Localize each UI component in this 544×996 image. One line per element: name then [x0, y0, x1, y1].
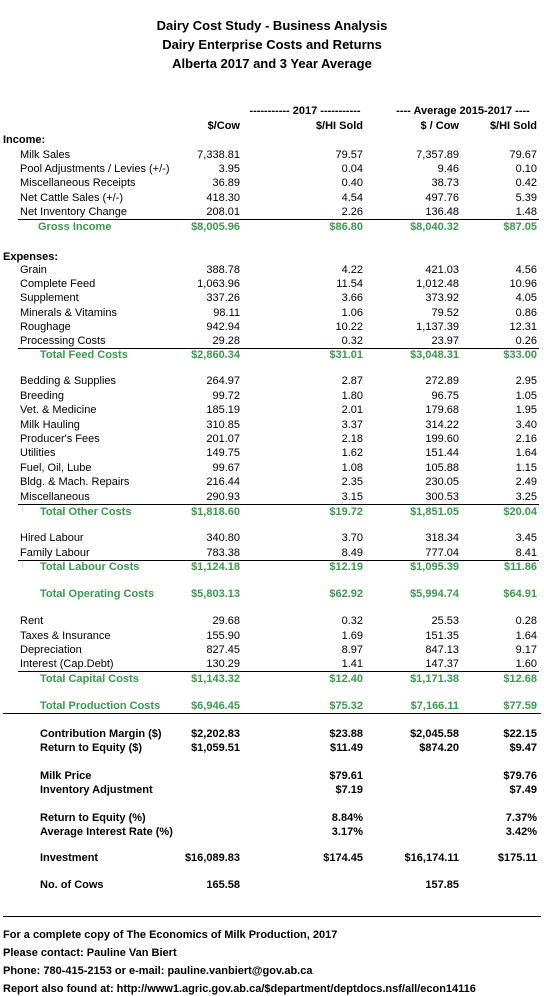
table-row — [0, 176, 544, 190]
row-label: Gross Income — [38, 221, 112, 233]
total-row — [0, 348, 544, 362]
header-col-hl-2017: $/HI Sold — [315, 120, 363, 132]
cell-hl-2017: $19.72 — [329, 506, 363, 518]
cell-cow-2017: $5,803.13 — [191, 588, 240, 600]
table-row — [0, 320, 544, 334]
cell-cow-2017: 310.85 — [206, 419, 240, 431]
footer-report-url: Report also found at: http://www1.agric.gov.ab.ca/$department/deptdocs.nsf/all/econ14116 — [3, 983, 476, 995]
cell-hl-avg: $22.15 — [503, 728, 537, 740]
cell-cow-avg: 1,137.39 — [416, 321, 459, 333]
cell-cow-2017: 340.80 — [206, 532, 240, 544]
cell-hl-2017: $86.80 — [329, 221, 363, 233]
cell-cow-avg: $874.20 — [419, 742, 459, 754]
cell-cow-2017: 36.89 — [212, 177, 240, 189]
table-row — [0, 546, 544, 560]
cell-hl-avg: 2.16 — [515, 433, 537, 445]
cell-cow-avg: $5,994.74 — [410, 588, 459, 600]
table-row — [0, 851, 544, 865]
section-header-row — [0, 133, 544, 147]
table-row — [0, 263, 544, 277]
cell-hl-avg: $87.05 — [503, 221, 537, 233]
cell-hl-2017: $23.88 — [329, 728, 363, 740]
cell-hl-avg: 3.25 — [515, 491, 537, 503]
cell-hl-avg: 1.64 — [515, 447, 537, 459]
cell-cow-avg: 157.85 — [425, 879, 459, 891]
row-label: Return to Equity ($) — [40, 742, 143, 754]
cell-cow-2017: 98.11 — [213, 307, 240, 319]
cell-cow-avg: $8,040.32 — [410, 221, 459, 233]
footer-report-note: For a complete copy of The Economics of Milk Production, 2017 — [3, 929, 338, 941]
cell-cow-2017: 942.94 — [206, 321, 240, 333]
cell-cow-avg: 373.92 — [425, 292, 459, 304]
cell-hl-avg: $79.76 — [503, 770, 537, 782]
cell-cow-avg: 38.73 — [431, 177, 459, 189]
row-label: Return to Equity (%) — [40, 812, 146, 824]
cell-cow-avg: 136.48 — [425, 206, 459, 218]
row-label: Milk Price — [40, 770, 92, 782]
cell-cow-avg: 25.53 — [431, 615, 459, 627]
table-row — [0, 643, 544, 657]
cell-cow-2017: 216.44 — [206, 476, 240, 488]
cell-hl-avg: 2.95 — [515, 375, 537, 387]
table-row — [0, 374, 544, 388]
cell-hl-avg: 1.95 — [515, 404, 537, 416]
cell-cow-2017: 99.67 — [212, 462, 240, 474]
cell-hl-2017: $75.32 — [329, 700, 363, 712]
cell-hl-2017: 2.01 — [341, 404, 363, 416]
table-row — [0, 334, 544, 348]
cell-cow-2017: $2,860.34 — [191, 349, 240, 361]
row-label: Total Feed Costs — [40, 349, 128, 361]
row-label: Average Interest Rate (%) — [40, 826, 173, 838]
header-group-2017: ----------- 2017 ----------- — [249, 105, 361, 117]
cell-hl-avg: 0.26 — [515, 335, 537, 347]
cell-hl-avg: $77.59 — [503, 700, 537, 712]
row-label: Utilities — [20, 447, 56, 459]
row-label: Vet. & Medicine — [20, 404, 97, 416]
row-label: Breeding — [20, 390, 65, 402]
cell-cow-avg: $7,166.11 — [410, 700, 459, 712]
table-row — [0, 629, 544, 643]
total-row — [0, 505, 544, 519]
cell-hl-2017: 1.62 — [341, 447, 363, 459]
row-label: Interest (Cap.Debt) — [20, 658, 114, 670]
cell-hl-2017: 0.32 — [341, 335, 363, 347]
cell-cow-avg: 199.60 — [425, 433, 459, 445]
cell-hl-2017: 3.66 — [341, 292, 363, 304]
cell-cow-avg: 96.75 — [431, 390, 459, 402]
row-label: Rent — [20, 615, 44, 627]
cell-hl-avg: $9.47 — [509, 742, 537, 754]
header-col-cow-2017: $/Cow — [207, 120, 240, 132]
row-label: Depreciation — [20, 644, 82, 656]
row-label: Grain — [20, 264, 47, 276]
cell-cow-avg: 421.03 — [425, 264, 459, 276]
cell-cow-2017: $1,059.51 — [191, 742, 240, 754]
cell-hl-2017: 1.08 — [341, 462, 363, 474]
table-row — [0, 432, 544, 446]
cell-cow-avg: 300.53 — [425, 491, 459, 503]
row-label: Net Inventory Change — [20, 206, 128, 218]
cell-cow-avg: 1,012.48 — [416, 278, 459, 290]
cell-hl-2017: 1.06 — [341, 307, 363, 319]
cell-cow-2017: $1,143.32 — [191, 673, 240, 685]
table-row — [0, 148, 544, 162]
cell-cow-avg: 23.97 — [431, 335, 459, 347]
row-label: Total Operating Costs — [40, 588, 155, 600]
report-period: Alberta 2017 and 3 Year Average — [172, 56, 372, 71]
cell-cow-avg: 777.04 — [425, 547, 459, 559]
report-subtitle: Dairy Enterprise Costs and Returns — [162, 37, 382, 52]
table-row — [0, 475, 544, 489]
table-row — [0, 811, 544, 825]
cell-cow-avg: 272.89 — [425, 375, 459, 387]
cell-hl-2017: 4.54 — [341, 192, 363, 204]
cell-hl-avg: 10.96 — [509, 278, 537, 290]
cell-hl-2017: 3.17% — [331, 826, 363, 838]
cell-hl-2017: $62.92 — [329, 588, 363, 600]
header-col-cow-avg: $ / Cow — [420, 120, 459, 132]
cell-cow-2017: 783.38 — [206, 547, 240, 559]
cell-hl-2017: 8.97 — [341, 644, 363, 656]
cell-hl-avg: $11.86 — [503, 561, 537, 573]
cell-hl-avg: 12.31 — [509, 321, 537, 333]
row-label: Miscellaneous Receipts — [20, 177, 136, 189]
table-row — [0, 490, 544, 504]
cell-hl-avg: 7.37% — [505, 812, 537, 824]
row-label: Taxes & Insurance — [20, 630, 111, 642]
total-row — [0, 699, 544, 713]
cell-hl-avg: 1.64 — [515, 630, 537, 642]
row-label: Income: — [3, 134, 46, 146]
row-label: Roughage — [20, 321, 71, 333]
cell-hl-avg: 3.42% — [505, 826, 537, 838]
table-row — [0, 531, 544, 545]
cell-cow-2017: 29.68 — [212, 615, 240, 627]
cell-hl-avg: 9.17 — [515, 644, 537, 656]
cell-cow-2017: 388.78 — [206, 264, 240, 276]
cell-hl-2017: 1.69 — [341, 630, 363, 642]
cell-cow-avg: $1,095.39 — [410, 561, 459, 573]
row-label: Milk Sales — [20, 149, 71, 161]
table-row — [0, 191, 544, 205]
cell-hl-avg: $20.04 — [503, 506, 537, 518]
row-label: Total Labour Costs — [40, 561, 140, 573]
total-row — [0, 560, 544, 574]
cell-hl-2017: 1.41 — [341, 658, 363, 670]
cell-hl-avg: $12.68 — [503, 673, 537, 685]
summary-divider — [3, 713, 541, 714]
cell-hl-2017: $11.49 — [329, 742, 363, 754]
cell-cow-2017: 165.58 — [206, 879, 240, 891]
cell-hl-avg: 5.39 — [515, 192, 537, 204]
cell-cow-avg: 79.52 — [431, 307, 459, 319]
report-title: Dairy Cost Study - Business Analysis — [156, 18, 388, 33]
total-row — [0, 672, 544, 686]
cell-cow-2017: 185.19 — [206, 404, 240, 416]
row-label: Pool Adjustments / Levies (+/-) — [20, 163, 170, 175]
cell-hl-avg: 0.42 — [515, 177, 537, 189]
cell-cow-2017: 337.26 — [206, 292, 240, 304]
table-row — [0, 389, 544, 403]
row-label: Miscellaneous — [20, 491, 90, 503]
cell-cow-2017: $8,005.96 — [191, 221, 240, 233]
cell-hl-2017: 8.49 — [341, 547, 363, 559]
row-label: Net Cattle Sales (+/-) — [20, 192, 124, 204]
footer-contact: Please contact: Pauline Van Biert — [3, 947, 177, 959]
cell-hl-2017: 0.04 — [341, 163, 363, 175]
cell-cow-2017: 149.75 — [206, 447, 240, 459]
table-row — [0, 418, 544, 432]
cell-cow-2017: $2,202.83 — [191, 728, 240, 740]
cell-hl-avg: 8.41 — [515, 547, 537, 559]
table-row — [0, 162, 544, 176]
cell-cow-2017: 418.30 — [206, 192, 240, 204]
row-label: Supplement — [20, 292, 79, 304]
cell-hl-2017: 79.57 — [335, 149, 363, 161]
cell-hl-2017: 2.87 — [341, 375, 363, 387]
table-row — [0, 727, 544, 741]
row-label: Processing Costs — [20, 335, 106, 347]
cell-cow-2017: 3.95 — [218, 163, 240, 175]
cell-cow-avg: 179.68 — [425, 404, 459, 416]
table-row — [0, 403, 544, 417]
cell-hl-2017: $174.45 — [323, 852, 363, 864]
cell-cow-2017: 99.72 — [212, 390, 240, 402]
cell-cow-avg: 7,357.89 — [416, 149, 459, 161]
cell-cow-avg: $3,048.31 — [410, 349, 459, 361]
row-label: Minerals & Vitamins — [20, 307, 117, 319]
cell-cow-2017: 290.93 — [206, 491, 240, 503]
cell-hl-avg: 3.45 — [515, 532, 537, 544]
cell-hl-avg: 0.10 — [515, 163, 537, 175]
cell-hl-2017: 0.32 — [341, 615, 363, 627]
table-row — [0, 878, 544, 892]
cell-hl-avg: 1.05 — [515, 390, 537, 402]
cell-hl-2017: 3.15 — [341, 491, 363, 503]
row-label: Fuel, Oil, Lube — [20, 462, 92, 474]
row-label: Complete Feed — [20, 278, 96, 290]
cell-hl-avg: 0.28 — [515, 615, 537, 627]
cell-cow-avg: 230.05 — [425, 476, 459, 488]
cell-hl-2017: $12.19 — [329, 561, 363, 573]
cell-hl-2017: $7.19 — [335, 784, 363, 796]
cell-cow-avg: 105.88 — [425, 462, 459, 474]
cell-cow-2017: 130.29 — [206, 658, 240, 670]
cell-cow-2017: 7,338.81 — [197, 149, 240, 161]
row-label: Milk Hauling — [20, 419, 80, 431]
cell-cow-2017: 827.45 — [206, 644, 240, 656]
total-row — [0, 220, 544, 234]
cell-hl-avg: $33.00 — [503, 349, 537, 361]
cell-cow-avg: 847.13 — [425, 644, 459, 656]
row-label: Producer's Fees — [20, 433, 100, 445]
table-row — [0, 657, 544, 671]
table-row — [0, 614, 544, 628]
cell-hl-2017: 2.26 — [341, 206, 363, 218]
cell-cow-avg: 314.22 — [425, 419, 459, 431]
cell-cow-avg: $16,174.11 — [404, 852, 459, 864]
header-col-hl-avg: $/HI Sold — [489, 120, 537, 132]
cell-hl-2017: 3.37 — [341, 419, 363, 431]
row-label: Bedding & Supplies — [20, 375, 117, 387]
cell-hl-avg: 4.05 — [515, 292, 537, 304]
cell-hl-avg: 79.67 — [509, 149, 537, 161]
row-label: Bldg. & Mach. Repairs — [20, 476, 130, 488]
cell-hl-avg: $175.11 — [497, 852, 537, 864]
cell-hl-2017: 1.80 — [341, 390, 363, 402]
row-label: Total Production Costs — [40, 700, 161, 712]
cell-hl-avg: 1.15 — [515, 462, 537, 474]
cell-hl-2017: $31.01 — [329, 349, 363, 361]
row-label: Contribution Margin ($) — [40, 728, 162, 740]
table-row — [0, 461, 544, 475]
row-label: Total Other Costs — [40, 506, 132, 518]
total-row — [0, 587, 544, 601]
table-row — [0, 741, 544, 755]
cell-hl-2017: 2.18 — [341, 433, 363, 445]
table-row — [0, 783, 544, 797]
cell-cow-2017: $1,124.18 — [191, 561, 240, 573]
row-label: Inventory Adjustment — [40, 784, 153, 796]
cell-hl-avg: $7.49 — [509, 784, 537, 796]
row-label: Total Capital Costs — [40, 673, 139, 685]
cell-cow-avg: 151.35 — [425, 630, 459, 642]
row-label: Family Labour — [20, 547, 90, 559]
cell-cow-2017: $16,089.83 — [184, 852, 240, 864]
cell-hl-avg: 0.86 — [515, 307, 537, 319]
cell-cow-avg: $1,851.05 — [410, 506, 459, 518]
cell-hl-2017: 11.54 — [336, 278, 363, 290]
table-row — [0, 291, 544, 305]
cell-hl-avg: 2.49 — [515, 476, 537, 488]
cell-hl-2017: 0.40 — [341, 177, 363, 189]
table-row — [0, 769, 544, 783]
row-label: No. of Cows — [40, 879, 104, 891]
table-row — [0, 446, 544, 460]
cell-hl-2017: $79.61 — [329, 770, 363, 782]
row-label: Expenses: — [3, 251, 59, 263]
cell-cow-2017: 1,063.96 — [197, 278, 240, 290]
cell-hl-2017: 10.22 — [335, 321, 363, 333]
cell-cow-avg: 497.76 — [425, 192, 459, 204]
cell-cow-avg: 318.34 — [425, 532, 459, 544]
footer-phone-email: Phone: 780-415-2153 or e-mail: pauline.vanbiert@gov.ab.ca — [3, 965, 313, 977]
cell-cow-2017: 29.28 — [212, 335, 240, 347]
cell-cow-avg: 151.44 — [425, 447, 459, 459]
row-label: Hired Labour — [20, 532, 84, 544]
cell-cow-2017: $1,818.60 — [191, 506, 240, 518]
table-row — [0, 277, 544, 291]
cell-hl-2017: 8.84% — [331, 812, 363, 824]
cell-cow-2017: $6,946.45 — [191, 700, 240, 712]
cell-hl-avg: 4.56 — [515, 264, 537, 276]
table-row — [0, 825, 544, 839]
cell-hl-2017: 4.22 — [341, 264, 363, 276]
cell-cow-2017: 264.97 — [206, 375, 240, 387]
cell-cow-avg: 147.37 — [425, 658, 459, 670]
cell-cow-2017: 155.90 — [206, 630, 240, 642]
cell-hl-2017: 2.35 — [341, 476, 363, 488]
header-group-average: ---- Average 2015-2017 ---- — [396, 105, 530, 117]
cell-hl-avg: $64.91 — [503, 588, 537, 600]
cell-hl-avg: 1.48 — [515, 206, 537, 218]
table-row — [0, 205, 544, 219]
footer-divider — [3, 916, 541, 917]
cell-cow-avg: $2,045.58 — [410, 728, 459, 740]
cell-hl-2017: $12.40 — [329, 673, 363, 685]
cell-cow-2017: 201.07 — [206, 433, 240, 445]
cell-cow-avg: $1,171.38 — [410, 673, 459, 685]
table-row — [0, 306, 544, 320]
section-header-row — [0, 250, 544, 264]
cell-hl-avg: 1.60 — [515, 658, 537, 670]
cell-cow-avg: 9.46 — [437, 163, 459, 175]
cell-hl-avg: 3.40 — [515, 419, 537, 431]
cell-cow-2017: 208.01 — [206, 206, 240, 218]
row-label: Investment — [40, 852, 99, 864]
cell-hl-2017: 3.70 — [341, 532, 363, 544]
